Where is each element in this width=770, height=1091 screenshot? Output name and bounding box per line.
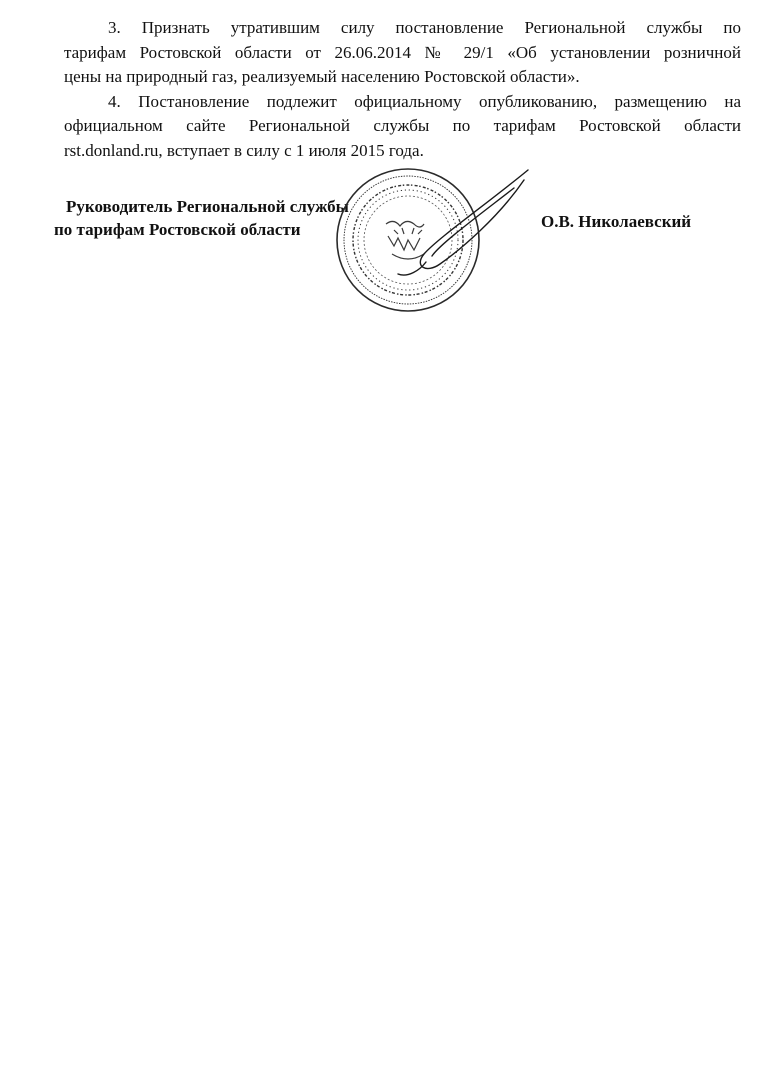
paragraph-4-line-2: официальном сайте Региональной службы по тарифам Ростовской области: [64, 116, 741, 135]
official-seal-icon: [328, 158, 538, 318]
signatory-name: О.В. Николаевский: [541, 212, 692, 231]
document-body: [64, 16, 741, 163]
signatory-position-line-2: по тарифам Ростовской области: [54, 220, 301, 239]
paragraph-4-line-3: rst.donland.ru, вступает в силу с 1 июля 2015 года.: [64, 140, 424, 160]
seal-emblem: [386, 221, 424, 259]
paragraph-4-line-1: 4. Постановление подлежит официальному опубликованию, размещению на: [108, 91, 741, 111]
seal-and-signature-graphic: [328, 158, 538, 318]
paragraph-3-line-2: тарифам Ростовской области от 26.06.2014 № 29/1 «Об установлении розничной: [64, 42, 741, 62]
signatory-position: [54, 195, 349, 241]
paragraph-3-line-1: 3. Признать утратившим силу постановление Региональной службы по: [108, 18, 741, 37]
paragraph-4: [64, 90, 741, 164]
signatory-position-line-1: Руководитель Региональной службы: [66, 197, 349, 216]
paragraph-3: [64, 16, 741, 90]
paragraph-3-line-3: цены на природный газ, реализуемый населению Ростовской области».: [64, 67, 580, 86]
